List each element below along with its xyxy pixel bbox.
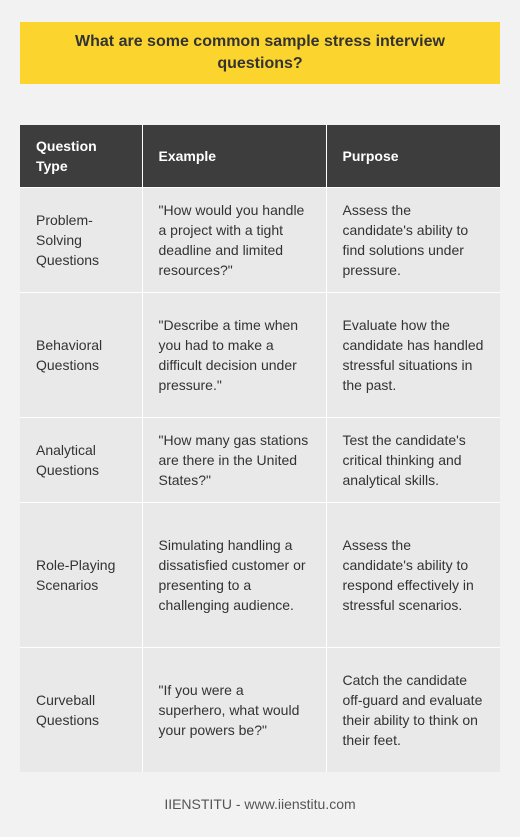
table-row (20, 502, 500, 647)
example-cell: "If you were a superhero, what would your powers be?" (142, 647, 326, 772)
example-cell: "Describe a time when you had to make a difficult decision under pressure." (142, 292, 326, 417)
page-title: What are some common sample stress interview questions? (75, 33, 445, 72)
table-header-row (20, 125, 500, 187)
question-type-cell: Behavioral Questions (20, 292, 142, 417)
purpose-cell: Test the candidate's critical thinking and analytical skills. (326, 417, 500, 502)
title-banner (20, 22, 500, 84)
header-example: Example (142, 125, 326, 187)
question-type-cell: Analytical Questions (20, 417, 142, 502)
example-cell: Simulating handling a dissatisfied customer or presenting to a challenging audience. (142, 502, 326, 647)
question-type-cell: Role-Playing Scenarios (20, 502, 142, 647)
questions-table (20, 125, 500, 772)
question-type-cell: Problem-Solving Questions (20, 187, 142, 292)
purpose-cell: Assess the candidate's ability to respond effectively in stressful scenarios. (326, 502, 500, 647)
purpose-cell: Catch the candidate off-guard and evaluate their ability to think on their feet. (326, 647, 500, 772)
example-cell: "How would you handle a project with a tight deadline and limited resources?" (142, 187, 326, 292)
table-row (20, 292, 500, 417)
table-row (20, 417, 500, 502)
purpose-cell: Assess the candidate's ability to find solutions under pressure. (326, 187, 500, 292)
header-purpose: Purpose (326, 125, 500, 187)
example-cell: "How many gas stations are there in the United States?" (142, 417, 326, 502)
question-type-cell: Curveball Questions (20, 647, 142, 772)
table-row (20, 647, 500, 772)
purpose-cell: Evaluate how the candidate has handled stressful situations in the past. (326, 292, 500, 417)
header-question-type: Question Type (20, 125, 142, 187)
table-row (20, 187, 500, 292)
footer-credit: IIENSTITU - www.iienstitu.com (164, 796, 356, 812)
